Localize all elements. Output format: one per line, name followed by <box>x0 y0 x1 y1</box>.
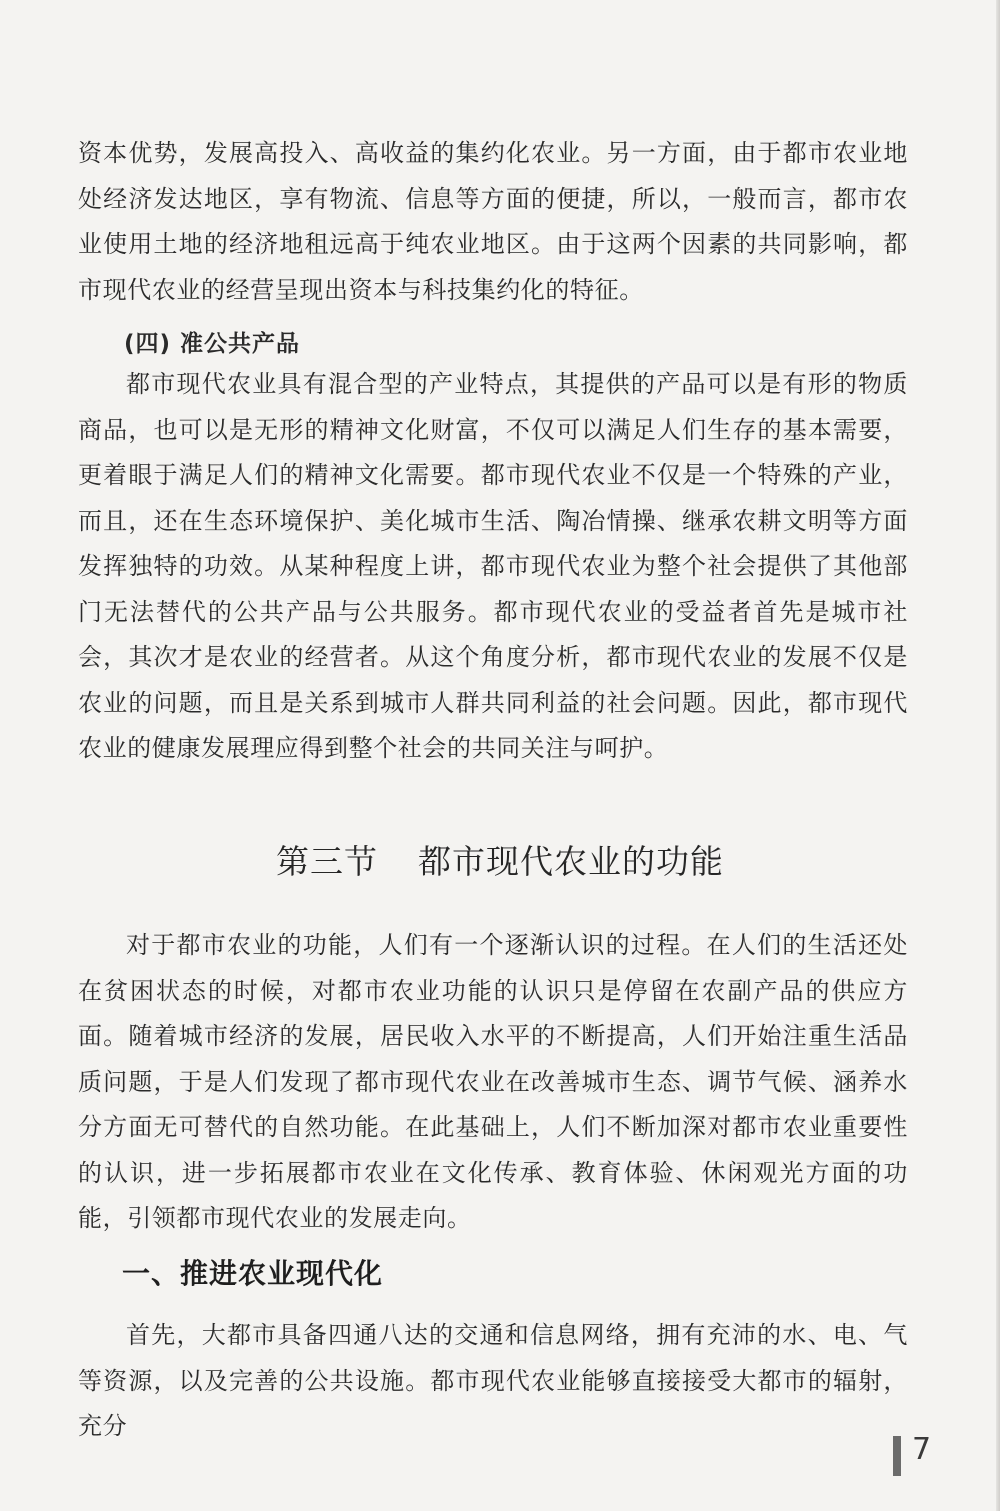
section-title <box>0 836 1000 883</box>
paragraph-functions-intro: 对于都市农业的功能，人们有一个逐渐认识的过程。在人们的生活还处在贫困状态的时候，对都市农业功能的认识只是停留在农副产品的供应方面。随着城市经济的发展，居民收入水平的不断提高，人们开始注重生活品质问题，于是人们发现了都市现代农业在改善城市生态、调节气候、涵养水分方面无可替代的自然功能。在此基础上，人们不断加深对都市农业重要性的认识，进一步拓展都市农业在文化传承、教育体验、休闲观光方面的功能，引领都市现代农业的发展走向。 <box>78 931 908 1232</box>
paragraph-quasi-public-goods: 都市现代农业具有混合型的产业特点，其提供的产品可以是有形的物质商品，也可以是无形的精神文化财富，不仅可以满足人们生存的基本需要，更着眼于满足人们的精神文化需要。都市现代农业不仅是一个特殊的产业，而且，还在生态环境保护、美化城市生活、陶冶情操、继承农耕文明等方面发挥独特的功效。从某种程度上讲，都市现代农业为整个社会提供了其他部门无法替代的公共产品与公共服务。都市现代农业的受益者首先是城市社会，其次才是农业的经营者。从这个角度分析，都市现代农业的发展不仅是农业的问题，而且是关系到城市人群共同利益的社会问题。因此，都市现代农业的健康发展理应得到整个社会的共同关注与呵护。 <box>78 370 908 762</box>
scan-edge-shadow <box>996 0 1000 1511</box>
section-name: 都市现代农业的功能 <box>418 842 724 881</box>
page-number-bar <box>893 1436 901 1476</box>
section-number: 第三节 <box>276 842 378 881</box>
paragraph-first: 首先，大都市具备四通八达的交通和信息网络，拥有充沛的水、电、气等资源，以及完善的公共设施。都市现代农业能够直接接受大都市的辐射，充分 <box>78 1321 908 1440</box>
subheading-quasi-public-goods: (四) 准公共产品 <box>124 331 301 357</box>
heading-promote-modernization: 一、推进农业现代化 <box>122 1257 384 1290</box>
page-number: 7 <box>912 1432 932 1467</box>
paragraph-capital-intensive: 资本优势，发展高投入、高收益的集约化农业。另一方面，由于都市农业地处经济发达地区，享有物流、信息等方面的便捷，所以，一般而言，都市农业使用土地的经济地租远高于纯农业地区。由于这两个因素的共同影响，都市现代农业的经营呈现出资本与科技集约化的特征。 <box>78 139 908 304</box>
